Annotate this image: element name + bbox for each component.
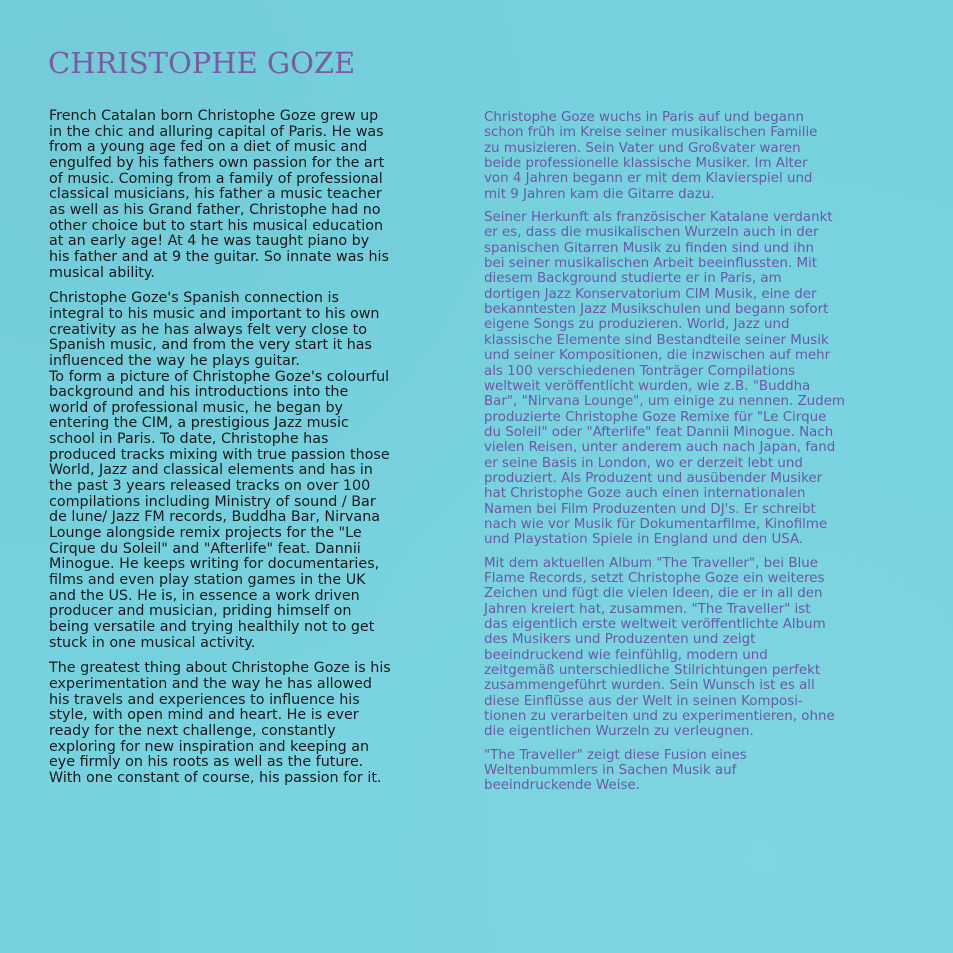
paragraph-gap	[484, 548, 916, 556]
text-line: du Soleil" oder "Afterlife" feat Dannii Minogue. Nach	[484, 424, 834, 440]
text-line: world of professional music, he began by	[49, 399, 344, 416]
text-line: compilations including Ministry of sound / Bar	[49, 493, 376, 510]
text-line: French Catalan born Christophe Goze grew up	[49, 108, 379, 124]
text-line: als 100 verschiedenen Tonträger Compilations	[484, 363, 796, 379]
text-line: produziert. Als Produzent und ausübender Musiker	[484, 470, 823, 486]
text-line: er es, dass die musikalischen Wurzeln auch in der	[484, 225, 819, 241]
text-line: bei seiner musikalischen Arbeit beeinflussten. Mit	[484, 256, 818, 272]
text-line: dortigen Jazz Konservatorium CIM Musik, eine der	[484, 286, 817, 302]
text-line: of music. Coming from a family of professional	[49, 170, 383, 187]
text-line: as well as his Grand father, Christophe had no	[49, 201, 381, 218]
text-line: Mit dem aktuellen Album "The Traveller", bei Blue	[484, 555, 818, 571]
text-line: produzierte Christophe Goze Remixe für "Le Cirque	[484, 409, 827, 425]
text-line: zu musizieren. Sein Vater und Großvater waren	[484, 140, 801, 156]
text-line: Cirque du Soleil" and "Afterlife" feat. Dannii	[49, 540, 361, 557]
text-line: und seiner Kompositionen, die inzwischen auf mehr	[484, 348, 831, 364]
text-line: zusammengeführt wurden. Sein Wunsch ist es all	[484, 678, 815, 694]
text-line: Spanish music, and from the very start it has	[49, 337, 372, 354]
text-line: zeitgemäß unterschiedliche Stilrichtungen perfekt	[484, 663, 821, 679]
text-line: Bar", "Nirvana Lounge", um einige zu nennen. Zudem	[484, 394, 845, 410]
text-line: diesem Background studierte er in Paris, am	[484, 271, 782, 287]
text-line: de lune/ Jazz FM records, Buddha Bar, Nirvana	[49, 509, 381, 526]
text-line: creativity as he has always felt very close to	[49, 321, 368, 338]
text-line: beeindruckende Weise.	[484, 778, 640, 794]
text-line: klassische Elemente sind Bestandteile seiner Musik	[484, 332, 829, 348]
text-line: at an early age! At 4 he was taught piano by	[49, 233, 370, 250]
text-line: Zeichen und fügt die vielen Ideen, die er in all den	[484, 586, 823, 602]
german-paragraph	[484, 110, 916, 202]
text-line: beeindruckend wie feinfühlig, modern und	[484, 647, 768, 663]
text-line: Namen bei Film Produzenten und DJ's. Er schreibt	[484, 501, 816, 517]
text-line: "The Traveller" zeigt diese Fusion eines	[484, 747, 747, 763]
text-line: tionen zu verarbeiten und zu experimentieren, ohne	[484, 709, 835, 725]
text-line: producer and musician, priding himself on	[49, 603, 352, 620]
text-line: ready for the next challenge, constantly	[49, 722, 336, 739]
english-paragraph	[49, 109, 461, 281]
text-line: Christophe Goze wuchs in Paris auf und begann	[484, 110, 804, 125]
text-line: his father and at 9 the guitar. So innate was his	[49, 248, 389, 265]
text-line: style, with open mind and heart. He is ever	[49, 707, 359, 724]
text-line: und Playstation Spiele in England und den USA.	[484, 532, 804, 548]
text-line: die eigentlichen Wurzeln zu verleugnen.	[484, 724, 754, 740]
text-line: diese Einflüsse aus der Welt in seinen Komposi-	[484, 693, 803, 709]
english-paragraph	[49, 291, 461, 651]
text-line: experimentation and the way he has allowed	[49, 675, 372, 692]
text-line: musical ability.	[49, 264, 155, 281]
text-line: Christophe Goze's Spanish connection is	[49, 290, 339, 307]
text-line: and the US. He is, in essence a work driven	[49, 587, 360, 604]
text-line: bekanntesten Jazz Musikschulen und begann sofort	[484, 302, 829, 318]
text-line: das eigentlich erste weltweit veröffentlichte Album	[484, 617, 826, 632]
text-line: Seiner Herkunft als französischer Katalane verdankt	[484, 210, 833, 226]
text-line: Minogue. He keeps writing for documentaries,	[49, 556, 380, 573]
text-line: entering the CIM, a prestigious Jazz music	[49, 415, 349, 432]
text-line: films and even play station games in the UK	[49, 572, 366, 589]
german-paragraph	[484, 210, 916, 548]
text-line: being versatile and trying healthily not to get	[49, 619, 375, 635]
text-line: influenced the way he plays guitar.	[49, 352, 300, 369]
text-line: Flame Records, setzt Christophe Goze ein weiteres	[484, 570, 825, 586]
text-line: schon früh im Kreise seiner musikalischen Familie	[484, 125, 818, 141]
german-paragraph	[484, 748, 916, 794]
text-line: integral to his music and important to his own	[49, 305, 380, 322]
page-title: CHRISTOPHE GOZE	[48, 46, 356, 80]
text-line: des Musikers und Produzenten und zeigt	[484, 632, 756, 648]
text-line: weltweit veröffentlicht wurden, wie z.B. "Buddha	[484, 378, 811, 394]
paragraph-gap	[484, 740, 916, 748]
paragraph-gap	[484, 202, 916, 210]
text-line: beide professionelle klassische Musiker. Im Alter	[484, 156, 808, 172]
text-line: his travels and experiences to influence his	[49, 691, 360, 708]
text-line: from a young age fed on a diet of music and	[49, 139, 368, 156]
text-line: engulfed by his fathers own passion for the art	[49, 154, 385, 171]
text-line: in the chic and alluring capital of Paris. He was	[49, 123, 384, 140]
text-line: exploring for new inspiration and keeping an	[49, 738, 370, 755]
text-line: the past 3 years released tracks on over 100	[49, 478, 371, 495]
text-line: World, Jazz and classical elements and has in	[49, 462, 373, 479]
text-line: mit 9 Jahren kam die Gitarre dazu.	[484, 186, 715, 202]
text-line: To form a picture of Christophe Goze's colourful	[49, 368, 390, 385]
text-line: school in Paris. To date, Christophe has	[49, 431, 329, 448]
text-line: With one constant of course, his passion for it.	[49, 769, 382, 786]
text-line: Jahren kreiert hat, zusammen. "The Traveller" ist	[484, 601, 811, 617]
english-paragraph	[49, 661, 461, 786]
text-line: er seine Basis in London, wo er derzeit lebt und	[484, 455, 803, 471]
text-line: eye firmly on his roots as well as the future.	[49, 754, 364, 771]
text-line: nach wie vor Musik für Dokumentarfilme, Kinofilme	[484, 516, 828, 532]
text-line: stuck in one musical activity.	[49, 634, 256, 651]
text-line: Weltenbummlers in Sachen Musik auf	[484, 763, 737, 779]
text-line: background and his introductions into the	[49, 384, 349, 401]
text-line: eigene Songs zu produzieren. World, Jazz und	[484, 317, 790, 333]
text-line: vielen Reisen, unter anderem auch nach Japan, fand	[484, 440, 836, 456]
text-line: The greatest thing about Christophe Goze is his	[49, 660, 391, 677]
german-text-column	[484, 110, 916, 794]
text-line: hat Christophe Goze auch einen internationalen	[484, 486, 806, 502]
text-line: produced tracks mixing with true passion those	[49, 446, 390, 463]
english-text-column	[49, 109, 461, 787]
text-line: Lounge alongside remix projects for the "Le	[49, 525, 362, 542]
text-line: classical musicians, his father a music teacher	[49, 186, 382, 203]
text-line: other choice but to start his musical education	[49, 217, 384, 234]
german-paragraph	[484, 556, 916, 740]
text-line: spanischen Gitarren Musik zu finden sind und ihn	[484, 240, 814, 256]
text-line: von 4 Jahren begann er mit dem Klavierspiel und	[484, 171, 813, 187]
